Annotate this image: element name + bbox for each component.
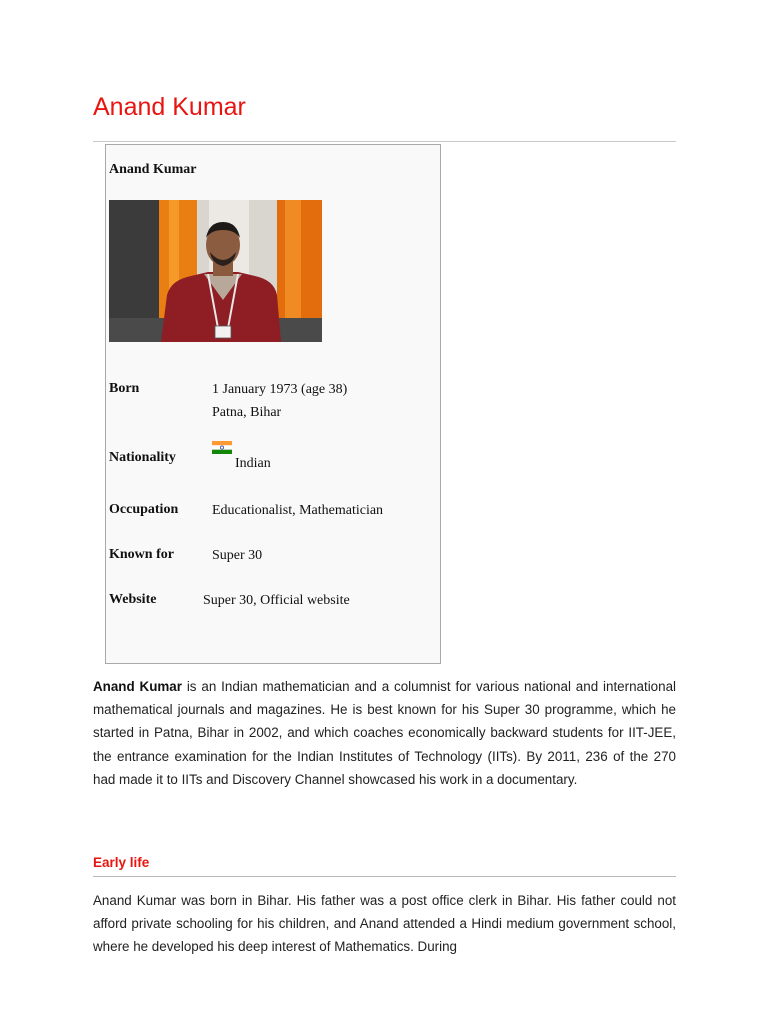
known-for-label: Known for (109, 547, 174, 562)
india-flag-icon (212, 443, 232, 466)
title-divider (93, 141, 676, 142)
occupation-label: Occupation (109, 502, 179, 517)
early-life-divider (93, 876, 676, 877)
intro-subject: Anand Kumar (93, 679, 182, 694)
occupation-value: Educationalist, Mathematician (212, 503, 384, 518)
infobox (105, 144, 441, 664)
known-for-value[interactable]: Super 30 (212, 548, 263, 563)
nationality-label: Nationality (109, 450, 176, 465)
early-life-heading: Early life (93, 855, 150, 870)
intro-text: is an Indian mathematician and a columnist for various national and international mathematical journals and magazines. He is best known for his Super 30 programme, which he started in Patna, Bihar in 2002, and which coaches economically backward students for IIT-JEE, the entrance examination for the Indian Institutes of Technology (IITs). By 2011, 236 of the 270 had made it to IITs and Discovery Channel showcased his work in a documentary. (93, 679, 676, 787)
nationality-value[interactable]: Indian (235, 456, 271, 471)
born-date: 1 January 1973 (age 38) (212, 382, 348, 397)
born-label: Born (109, 381, 140, 396)
website-link[interactable]: Super 30, Official website (203, 593, 350, 608)
born-place[interactable]: Patna, Bihar (212, 405, 282, 420)
website-label: Website (109, 592, 157, 607)
portrait-image (109, 200, 322, 342)
intro-paragraph (93, 675, 676, 791)
portrait-photo[interactable] (109, 200, 322, 342)
page-title: Anand Kumar (93, 93, 246, 121)
early-life-paragraph: Anand Kumar was born in Bihar. His father was a post office clerk in Bihar. His father could not afford private schooling for his children, and Anand attended a Hindi medium government school, where he developed his deep interest of Mathematics. During (93, 893, 676, 955)
infobox-name: Anand Kumar (109, 162, 197, 177)
